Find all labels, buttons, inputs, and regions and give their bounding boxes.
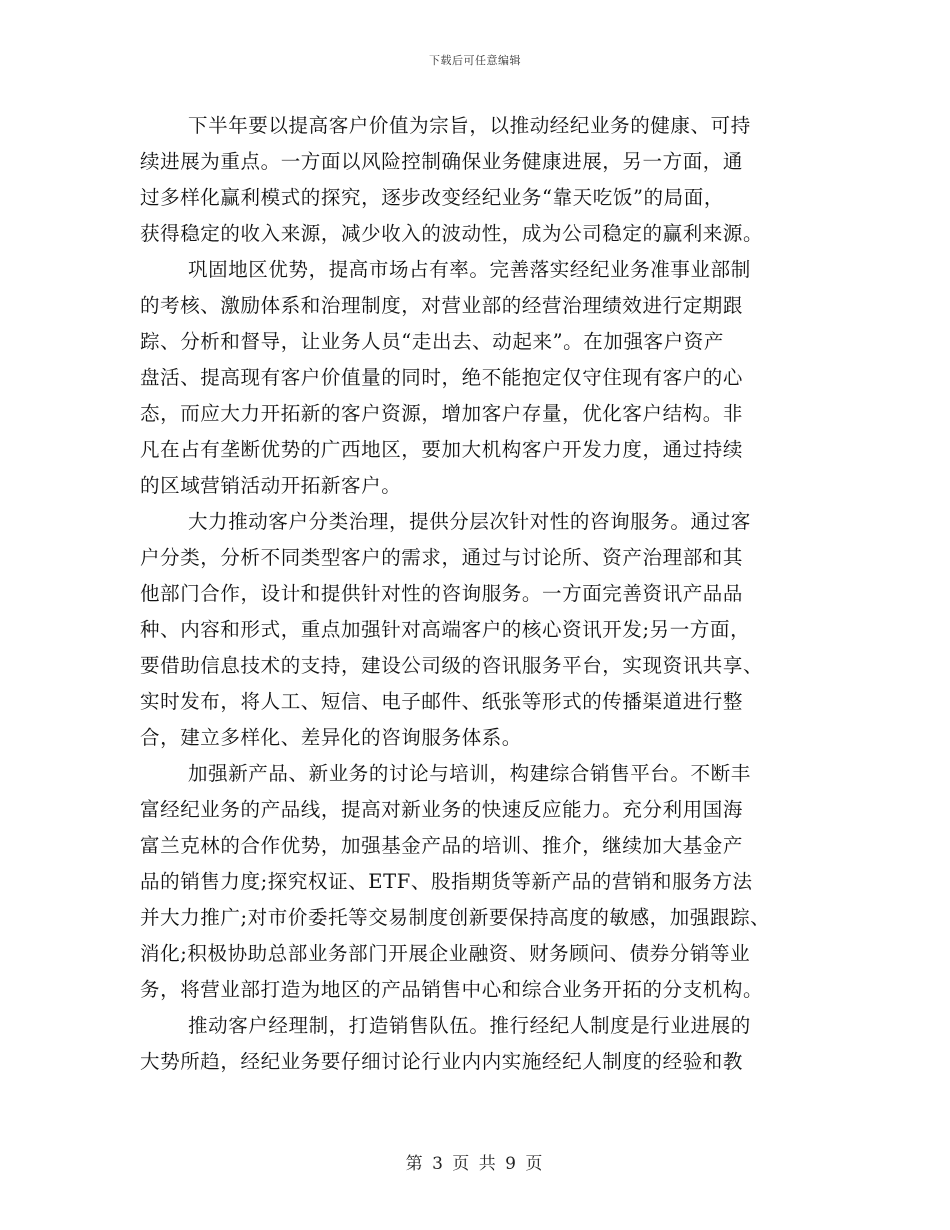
text-line: 合，建立多样化、差异化的咨询服务体系。: [140, 726, 522, 749]
text-line: 盘活、提高现有客户价值量的同时，绝不能抱定仅守住现有客户的心: [140, 366, 744, 389]
page-footer: 第 3 页 共 9 页: [405, 1154, 545, 1174]
text-line: 务，将营业部打造为地区的产品销售中心和综合业务开拓的分支机构。: [140, 978, 764, 1001]
text-line: 踪、分析和督导，让业务人员“走出去、动起来”。在加强客户资产: [140, 330, 724, 353]
text-line: 消化;积极协助总部业务部门开展企业融资、财务顾问、债券分销等业: [140, 942, 751, 965]
text-line: 种、内容和形式，重点加强针对高端客户的核心资讯开发;另一方面，: [140, 618, 751, 641]
text-line: 续进展为重点。一方面以风险控制确保业务健康进展，另一方面，通: [140, 150, 744, 173]
text-line: 他部门合作，设计和提供针对性的咨询服务。一方面完善资讯产品品: [140, 582, 744, 605]
text-line: 凡在占有垄断优势的广西地区，要加大机构客户开发力度，通过持续: [140, 438, 744, 461]
text-line: 下半年要以提高客户价值为宗旨，以推动经纪业务的健康、可持: [188, 114, 751, 137]
text-line: 大力推动客户分类治理，提供分层次针对性的咨询服务。通过客: [188, 510, 751, 533]
text-line: 品的销售力度;探究权证、ETF、股指期货等新产品的营销和服务方法: [140, 870, 753, 893]
text-line: 加强新产品、新业务的讨论与培训，构建综合销售平台。不断丰: [188, 762, 751, 785]
text-line: 的考核、激励体系和治理制度，对营业部的经营治理绩效进行定期跟: [140, 294, 744, 317]
page-header: 下载后可任意编辑: [429, 54, 521, 67]
text-line: 的区域营销活动开拓新客户。: [140, 474, 402, 497]
text-line: 过多样化赢利模式的探究，逐步改变经纪业务“靠天吃饭”的局面，: [140, 186, 724, 209]
document-body: [140, 108, 816, 1080]
text-line: 富兰克林的合作优势，加强基金产品的培训、推介，继续加大基金产: [140, 834, 744, 857]
text-line: 实时发布，将人工、短信、电子邮件、纸张等形式的传播渠道进行整: [140, 690, 744, 713]
text-line: 巩固地区优势，提高市场占有率。完善落实经纪业务准事业部制: [188, 258, 751, 281]
text-line: 推动客户经理制，打造销售队伍。推行经纪人制度是行业进展的: [188, 1014, 751, 1037]
text-line: 要借助信息技术的支持，建设公司级的咨讯服务平台，实现资讯共享、: [140, 654, 764, 677]
text-line: 获得稳定的收入来源，减少收入的波动性，成为公司稳定的赢利来源。: [140, 222, 764, 245]
text-line: 户分类，分析不同类型客户的需求，通过与讨论所、资产治理部和其: [140, 546, 744, 569]
text-line: 大势所趋，经纪业务要仔细讨论行业内内实施经纪人制度的经验和教: [140, 1050, 744, 1073]
text-line: 富经纪业务的产品线，提高对新业务的快速反应能力。充分利用国海: [140, 798, 744, 821]
text-line: 并大力推广;对市价委托等交易制度创新要保持高度的敏感，加强跟踪、: [140, 906, 771, 929]
text-line: 态，而应大力开拓新的客户资源，增加客户存量，优化客户结构。非: [140, 402, 744, 425]
